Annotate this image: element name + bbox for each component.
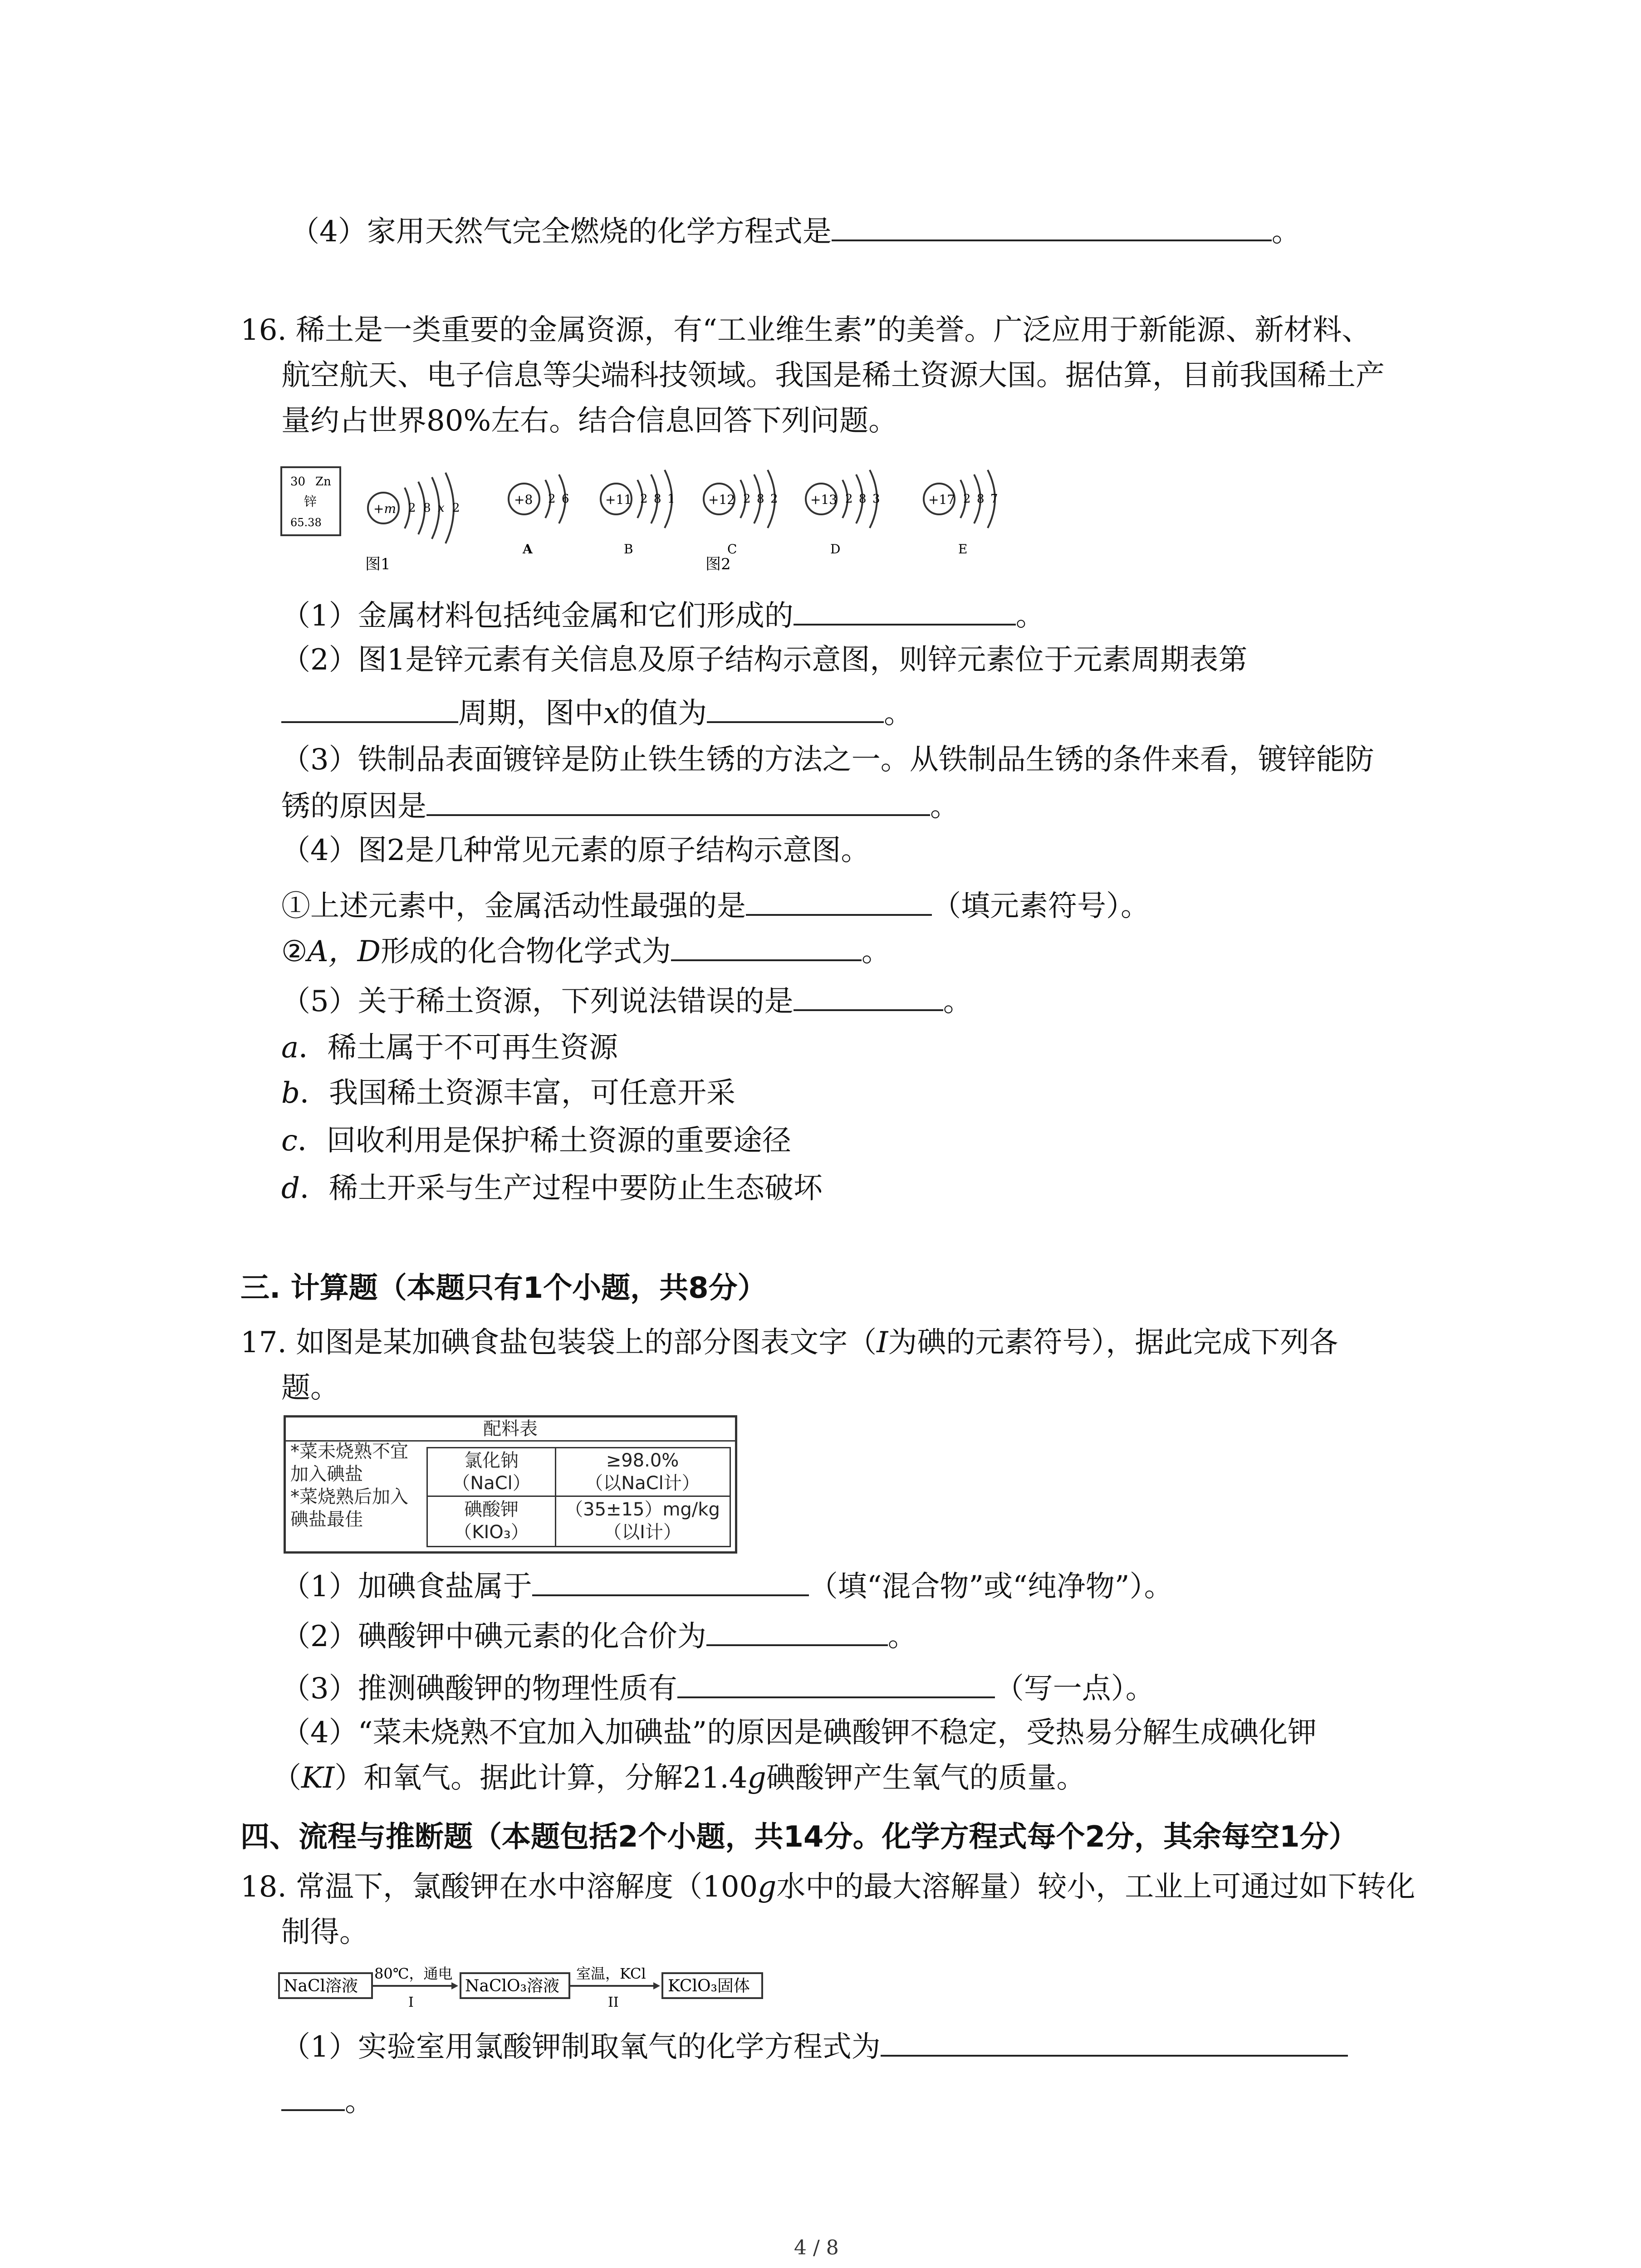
atom-b-shell-3: 1 xyxy=(667,492,675,506)
table-grid xyxy=(426,1447,731,1547)
q17-part4-line2: （KI）和氧气。据此计算，分解21.4g碘酸钾产生氧气的质量。 xyxy=(272,1761,1086,1795)
zn-shell-1: 2 xyxy=(408,501,416,515)
atom-b-label: B xyxy=(624,542,633,557)
q16-stem-line3: 量约占世界80%左右。结合信息回答下列问题。 xyxy=(281,404,898,438)
table-cell: （35±15）mg/kg xyxy=(565,1499,720,1520)
atom-d-shell-2: 8 xyxy=(859,492,867,506)
atomic-number: 30 xyxy=(290,475,306,489)
q18-part1-line2: 。 xyxy=(281,2082,374,2120)
fig2-caption: 图2 xyxy=(705,555,731,573)
q18-part1-line1: （1）实验室用氯酸钾制取氧气的化学方程式为 xyxy=(281,2028,1348,2065)
flow-diagram xyxy=(277,1960,844,2014)
atom-d-label: D xyxy=(830,542,841,557)
q16-part4b: ②A，D形成的化合物化学式为 。 xyxy=(281,932,891,970)
flow-box-1-label: NaCl溶液 xyxy=(284,1977,358,1995)
table-cell: 碘酸钾 xyxy=(464,1499,519,1520)
q16-part3-line1: （3）铁制品表面镀锌是防止铁生锈的方法之一。从铁制品生锈的条件来看，镀锌能防 xyxy=(281,743,1374,777)
atom-c-shell-3: 2 xyxy=(770,492,778,506)
answer-blank[interactable] xyxy=(746,887,932,916)
atom-e-shell-3: 7 xyxy=(990,492,998,506)
table-row-divider xyxy=(428,1496,730,1497)
answer-blank[interactable] xyxy=(281,694,458,723)
q16-part2-line2: 周期，图中x的值为 。 xyxy=(281,694,913,732)
q16-option-d: d．稀土开采与生产过程中要防止生态破坏 xyxy=(281,1172,823,1205)
atomic-structure-figures xyxy=(272,454,1021,576)
answer-blank[interactable] xyxy=(426,787,930,816)
arrow-1-head xyxy=(451,1982,458,1989)
q16-stem-line2: 航空航天、电子信息等尖端科技领域。我国是稀土资源大国。据估算，目前我国稀土产 xyxy=(281,359,1385,392)
answer-blank[interactable] xyxy=(794,982,943,1011)
arrow-2-head xyxy=(653,1982,660,1989)
q18-stem-line2: 制得。 xyxy=(281,1916,368,1949)
answer-blank[interactable] xyxy=(707,694,884,723)
atom-c-label: C xyxy=(727,542,737,557)
atom-d-shell-3: 3 xyxy=(872,492,880,506)
atomic-mass: 65.38 xyxy=(290,516,322,529)
table-cell: （NaCl） xyxy=(452,1473,531,1494)
page-number: 4 / 8 xyxy=(794,2236,839,2259)
atom-b-diagram xyxy=(601,470,675,557)
q16-part4: （4）图2是几种常见元素的原子结构示意图。 xyxy=(281,834,870,867)
arrow-1-step: I xyxy=(408,1994,414,2010)
answer-blank[interactable] xyxy=(794,596,1016,626)
atom-b-nucleus: +11 xyxy=(605,492,632,507)
table-cell: （KIO₃） xyxy=(454,1522,529,1543)
q16-part4a: ①上述元素中，金属活动性最强的是 （填元素符号）。 xyxy=(281,887,1150,924)
atom-c-shell-2: 8 xyxy=(757,492,764,506)
answer-blank[interactable] xyxy=(706,1617,888,1646)
q17-part2: （2）碘酸钾中碘元素的化合价为 。 xyxy=(281,1617,917,1655)
atom-c-diagram xyxy=(704,470,778,557)
section3-heading: 三. 计算题（本题只有1个小题，共8分） xyxy=(240,1271,767,1305)
zn-shell-3: x xyxy=(438,501,445,515)
atom-d-nucleus: +13 xyxy=(810,492,838,507)
answer-blank[interactable] xyxy=(281,2082,345,2111)
table-note-2: 加入碘盐 xyxy=(290,1464,363,1485)
atom-e-shell-1: 2 xyxy=(963,492,971,506)
atom-c-nucleus: +12 xyxy=(708,492,735,507)
q17-part4-line1: （4）“菜未烧熟不宜加入加碘盐”的原因是碘酸钾不稳定，受热易分解生成碘化钾 xyxy=(281,1716,1317,1750)
atom-e-label: E xyxy=(958,542,968,557)
q18-stem-line1: 18. 常温下，氯酸钾在水中溶解度（100g水中的最大溶解量）较小，工业上可通过如下转化 xyxy=(240,1870,1416,1904)
atom-a-nucleus: +8 xyxy=(514,492,533,507)
element-name: 锌 xyxy=(304,494,317,509)
q17-stem-line1: 17. 如图是某加碘食盐包装袋上的部分图表文字（I为碘的元素符号），据此完成下列各 xyxy=(240,1326,1338,1359)
table-note-4: 碘盐最佳 xyxy=(290,1509,363,1530)
atom-b-shell-1: 2 xyxy=(640,492,648,506)
zn-atom-diagram xyxy=(368,473,460,543)
q16-part1: （1）金属材料包括纯金属和它们形成的 。 xyxy=(281,596,1045,634)
table-cell: 氯化钠 xyxy=(464,1450,519,1471)
table-note-3: *菜烧熟后加入 xyxy=(290,1486,408,1507)
flow-box-3-label: KClO₃固体 xyxy=(668,1977,750,1995)
table-cell: （以I计） xyxy=(603,1522,681,1543)
q17-part3: （3）推测碘酸钾的物理性质有 （写一点）。 xyxy=(281,1669,1155,1707)
atom-c-shell-1: 2 xyxy=(743,492,751,506)
atom-d-diagram xyxy=(806,470,880,557)
zn-nucleus: +m xyxy=(373,501,397,516)
atom-a-label: A xyxy=(523,542,533,557)
answer-blank[interactable] xyxy=(832,212,1272,241)
table-title: 配料表 xyxy=(286,1418,735,1442)
atom-a-diagram xyxy=(509,474,569,557)
atom-e-diagram xyxy=(924,470,998,557)
zn-shell-2: 8 xyxy=(423,501,431,515)
atom-b-shell-2: 8 xyxy=(654,492,661,506)
q16-option-b: b．我国稀土资源丰富，可任意开采 xyxy=(281,1076,735,1110)
fig1-caption: 图1 xyxy=(365,555,391,573)
zn-shell-4: 2 xyxy=(452,501,460,515)
answer-blank[interactable] xyxy=(671,932,862,961)
q15-part4: （4）家用天然气完全燃烧的化学方程式是 。 xyxy=(290,212,1301,250)
ingredient-table xyxy=(284,1415,737,1554)
atom-d-shell-1: 2 xyxy=(845,492,853,506)
arrow-2-step: II xyxy=(608,1994,619,2010)
q16-stem-line1: 16. 稀土是一类重要的金属资源，有“工业维生素”的美誉。广泛应用于新能源、新材料、 xyxy=(240,313,1371,347)
q16-option-c: c．回收利用是保护稀土资源的重要途径 xyxy=(281,1124,791,1158)
q16-part5: （5）关于稀土资源，下列说法错误的是 。 xyxy=(281,982,972,1020)
table-note-1: *菜未烧熟不宜 xyxy=(290,1441,408,1462)
q16-option-a: a．稀土属于不可再生资源 xyxy=(281,1031,618,1065)
atom-a-shell-2: 6 xyxy=(562,492,569,506)
table-cell: （以NaCl计） xyxy=(585,1473,700,1494)
arrow-2-condition: 室温，KCl xyxy=(576,1965,646,1982)
q16-part3-line2: 锈的原因是 。 xyxy=(281,787,959,825)
atom-a-shell-1: 2 xyxy=(548,492,556,506)
q17-part1: （1）加碘食盐属于 （填“混合物”或“纯净物”）。 xyxy=(281,1567,1173,1605)
arrow-1-condition: 80℃，通电 xyxy=(374,1965,453,1982)
section4-heading: 四、流程与推断题（本题包括2个小题，共14分。化学方程式每个2分，其余每空1分） xyxy=(240,1820,1358,1854)
atom-e-nucleus: +17 xyxy=(928,492,955,507)
answer-blank[interactable] xyxy=(677,1669,995,1698)
q16-part2-line1: （2）图1是锌元素有关信息及原子结构示意图，则锌元素位于元素周期表第 xyxy=(281,643,1248,677)
atom-e-shell-2: 8 xyxy=(977,492,985,506)
table-cell: ≥98.0% xyxy=(606,1450,679,1471)
element-symbol: Zn xyxy=(315,475,331,489)
flow-box-2-label: NaClO₃溶液 xyxy=(465,1977,559,1995)
answer-blank[interactable] xyxy=(881,2028,1348,2057)
answer-blank[interactable] xyxy=(532,1567,809,1596)
q17-stem-line2: 题。 xyxy=(281,1371,339,1405)
